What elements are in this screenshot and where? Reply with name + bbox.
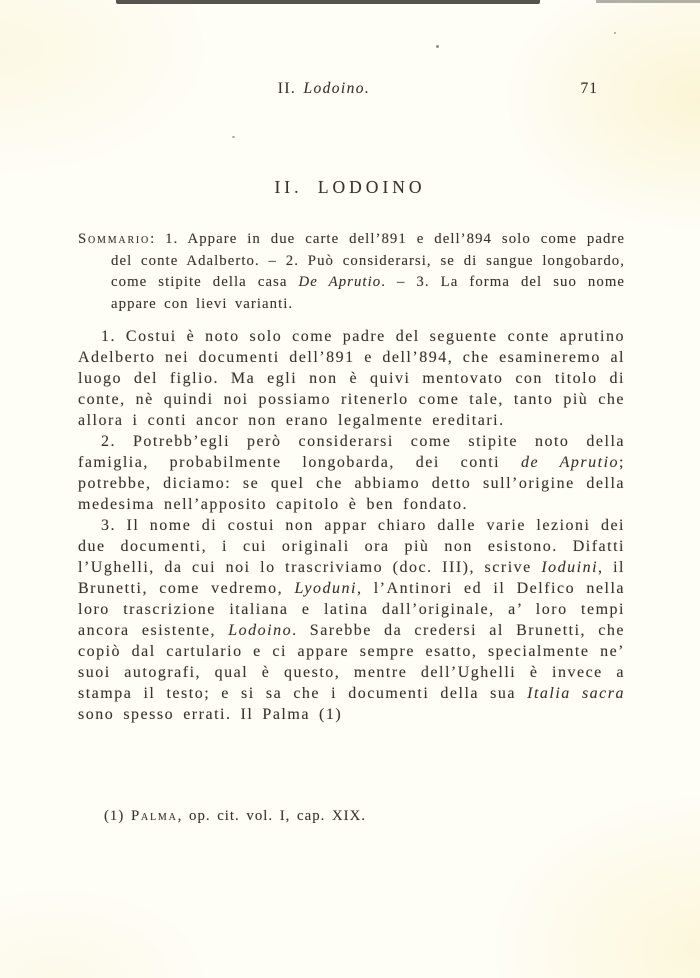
running-header xyxy=(78,80,622,102)
scan-top-right-edge-artifact xyxy=(596,0,700,3)
scan-speck xyxy=(436,45,439,48)
page-number: 71 xyxy=(580,80,598,97)
paragraph-2: 2. Potrebb’egli però considerarsi come stipite noto della famiglia, probabilmente longobarda, dei conti de Aprutio; potrebbe, diciamo: se quel che abbiamo detto sull’origine della medesima nell’apposito capitolo è ben fondato. xyxy=(78,433,625,513)
paragraph-3: 3. Il nome di costui non appar chiaro dalle varie lezioni dei due documenti, i cui originali ora più non esistono. Difatti l’Ughelli, da cui noi lo trascriviamo (doc. III), scrive Ioduini, il Brunetti, come vedremo, Lyoduni, l’Antinori ed il Delfico nella loro trascrizione italiana e latina dall’originale, a’ loro tempi ancora esistente, Lodoino. Sarebbe da credersi al Brunetti, che copiò dal cartulario e ci appare sempre esatto, specialmente ne’ suoi autografi, qual è questo, mentre dell’Ughelli è invece a stampa il testo; e si sa che i documenti della sua Italia sacra sono spesso errati. Il Palma (1) xyxy=(78,517,625,723)
running-header-title: II. Lodoino. xyxy=(277,80,371,97)
body-text xyxy=(78,326,625,725)
paragraph-1: 1. Costui è noto solo come padre del seguente conte aprutino Adelberto nei documenti dell’891 e dell’894, che esamineremo al luogo del figlio. Ma egli non è quivi mentovato con titolo di conte, nè quindi noi possiamo ritenerlo come tale, tanto più che allora i conti ancor non erano legalmente ereditari. xyxy=(78,328,625,429)
section-title: II. LODOINO xyxy=(274,177,426,197)
scan-speck xyxy=(614,32,616,34)
footnote: (1) Palma, op. cit. vol. I, cap. XIX. xyxy=(104,808,366,824)
scan-speck xyxy=(232,136,235,138)
scan-top-edge-artifact xyxy=(116,0,540,4)
summary-paragraph: Sommario: 1. Appare in due carte dell’891 e dell’894 solo come padre del conte Adalberto. – 2. Può considerarsi, se di sangue longobardo, come stipite della casa De Aprutio. – 3. La forma del suo nome appare con lievi varianti. xyxy=(78,231,626,312)
